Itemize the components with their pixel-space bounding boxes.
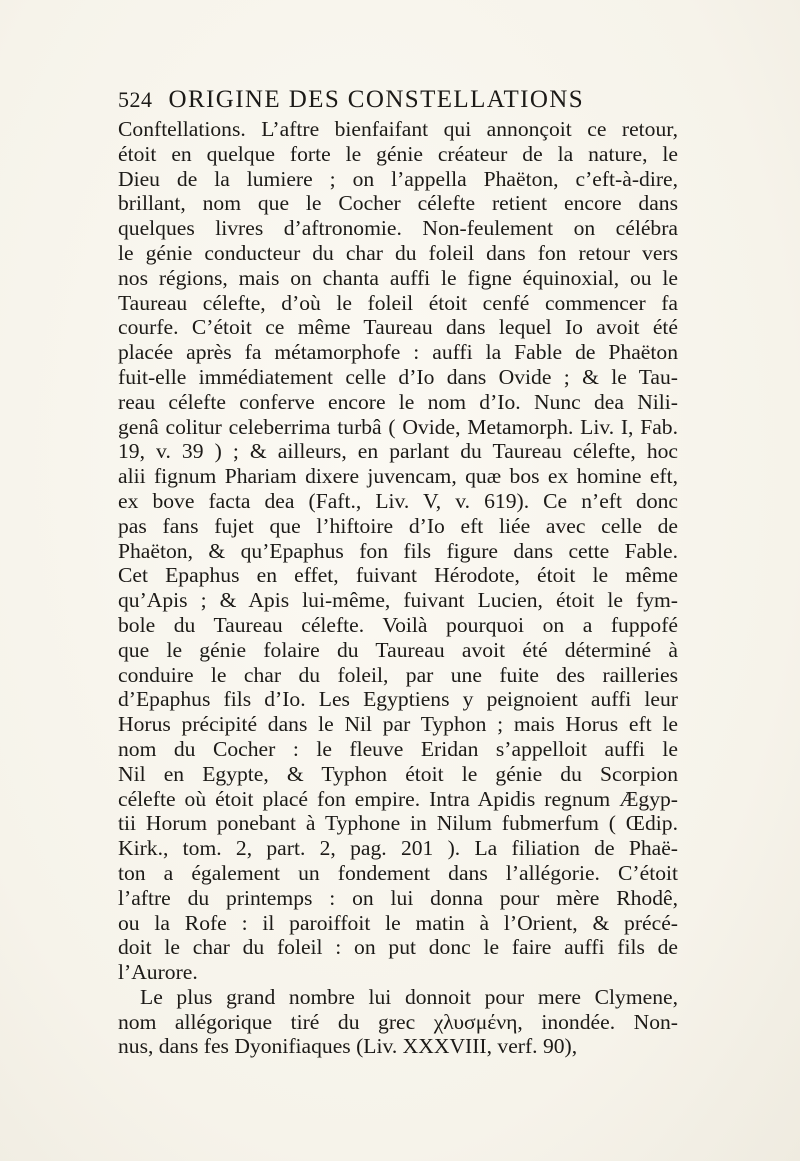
text-line: Horus précipité dans le Nil par Typhon ; mais Horus eft le [118, 712, 678, 737]
text-line: Kirk., tom. 2, part. 2, pag. 201 ). La filiation de Phaë- [118, 836, 678, 861]
text-line: nom du Cocher : le fleuve Eridan s’appelloit auffi le [118, 736, 678, 761]
running-title: ORIGINE DES CONSTELLATIONS [168, 86, 585, 113]
text-line: genâ colitur celeberrima turbâ ( Ovide, Metamorph. Liv. I, Fab. [118, 414, 678, 439]
text-line: Phaëton, & qu’Epaphus fon fils figure dans cette Fable. [118, 538, 678, 563]
body-text [118, 117, 678, 1059]
text-line: étoit en quelque forte le génie créateur de la nature, le [118, 141, 678, 166]
text-line: brillant, nom que le Cocher célefte retient encore dans [118, 191, 678, 216]
text-line: qu’Apis ; & Apis lui-même, fuivant Lucien, étoit le fym- [118, 588, 678, 613]
text-line: fuit-elle immédiatement celle d’Io dans Ovide ; & le Tau- [118, 364, 678, 389]
text-line: l’aftre du printemps : on lui donna pour mère Rhodê, [118, 885, 678, 910]
text-line: reau célefte conferve encore le nom d’Io. Nunc dea Nili- [118, 389, 678, 414]
text-line: doit le char du foleil : on put donc le faire auffi fils de [118, 935, 678, 960]
text-line: 19, v. 39 ) ; & ailleurs, en parlant du Taureau célefte, hoc [118, 439, 678, 464]
text-line: que le génie folaire du Taureau avoit été déterminé à [118, 637, 678, 662]
text-line: nos régions, mais on chanta auffi le figne équinoxial, ou le [118, 265, 678, 290]
text-line: d’Epaphus fils d’Io. Les Egyptiens y peignoient auffi leur [118, 687, 678, 712]
text-line: nom allégorique tiré du grec χλυσμένη, inondée. Non- [118, 1009, 678, 1034]
text-line: Dieu de la lumiere ; on l’appella Phaëton, c’eft-à-dire, [118, 166, 678, 191]
text-line: Cet Epaphus en effet, fuivant Hérodote, étoit le même [118, 563, 678, 588]
text-line: Nil en Egypte, & Typhon étoit le génie du Scorpion [118, 761, 678, 786]
text-line: nus, dans fes Dyonifiaques (Liv. XXXVIII, verf. 90), [118, 1034, 578, 1059]
text-line: célefte où étoit placé fon empire. Intra Apidis regnum Ægyp- [118, 786, 678, 811]
text-line: ou la Rofe : il paroiffoit le matin à l’Orient, & précé- [118, 910, 678, 935]
text-line: le génie conducteur du char du foleil dans fon retour vers [118, 240, 678, 265]
text-line: alii fignum Phariam dixere juvencam, quæ bos ex homine eft, [118, 464, 678, 489]
text-line: quelques livres d’aftronomie. Non-feulement on célébra [118, 216, 678, 241]
page-number: 524 [118, 87, 153, 112]
text-line: ex bove facta dea (Faft., Liv. V, v. 619). Ce n’eft donc [118, 488, 678, 513]
text-line: l’Aurore. [118, 960, 198, 985]
text-line: tii Horum ponebant à Typhone in Nilum fubmerfum ( Œdip. [118, 811, 678, 836]
text-line: Le plus grand nombre lui donnoit pour mere Clymene, [140, 984, 678, 1009]
text-line: ton a également un fondement dans l’allégorie. C’étoit [118, 860, 678, 885]
text-line: bole du Taureau célefte. Voilà pourquoi on a fuppofé [118, 612, 678, 637]
text-line: placée après fa métamorphofe : auffi la Fable de Phaëton [118, 340, 678, 365]
text-line: courfe. C’étoit ce même Taureau dans lequel Io avoit été [118, 315, 678, 340]
text-line: pas fans fujet que l’hiftoire d’Io eft liée avec celle de [118, 513, 678, 538]
text-line: conduire le char du foleil, par une fuite des railleries [118, 662, 678, 687]
text-line: Conftellations. L’aftre bienfaifant qui annonçoit ce retour, [118, 117, 678, 141]
text-line: Taureau célefte, d’où le foleil étoit cenfé commencer fa [118, 290, 678, 315]
page-header [118, 86, 638, 118]
